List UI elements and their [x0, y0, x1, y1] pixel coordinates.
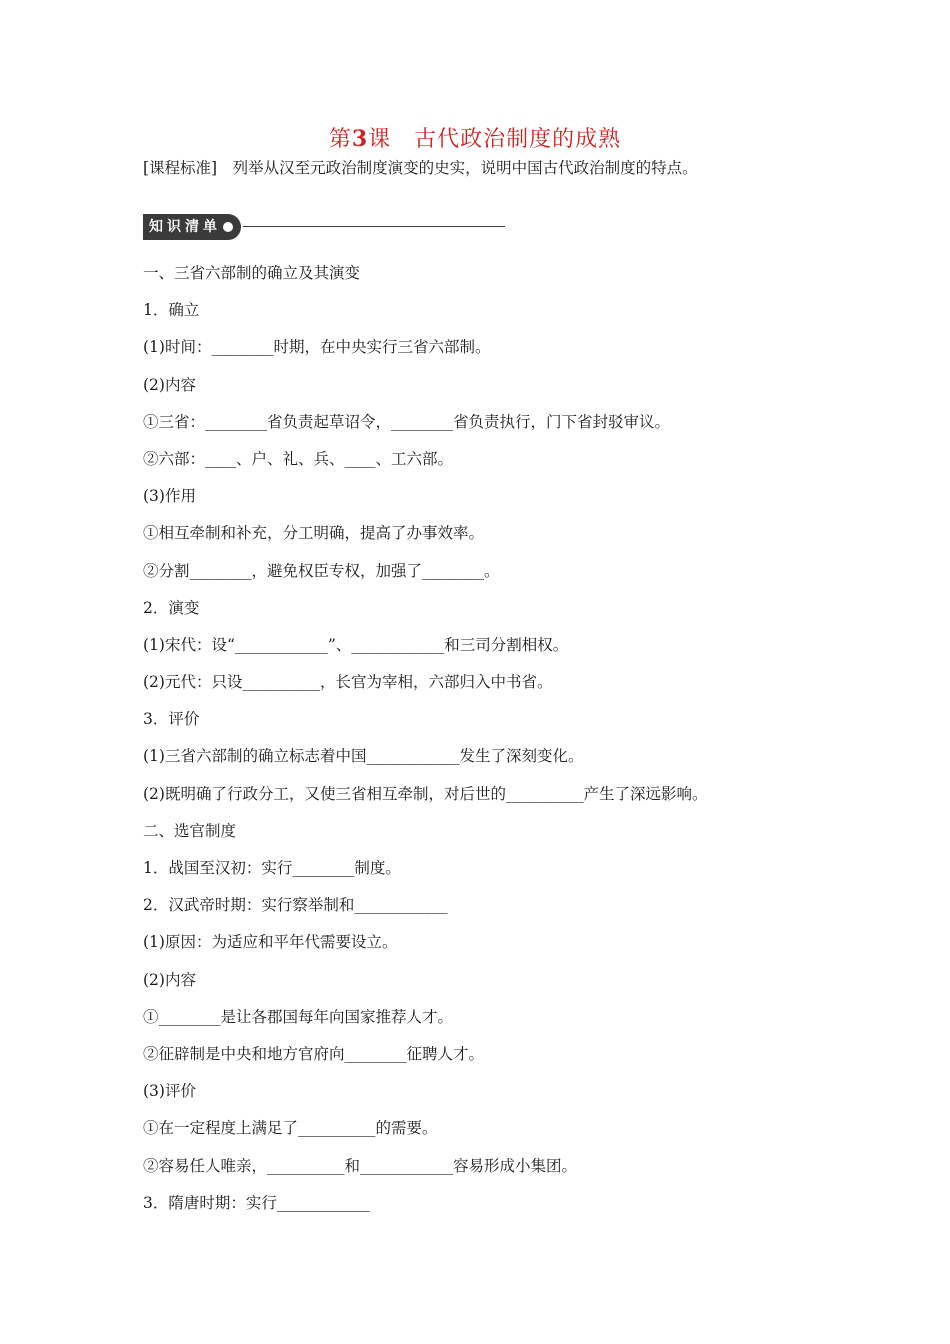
text-line: ②分割________，避免权臣专权，加强了________。: [143, 561, 500, 580]
text-line: (2)内容: [143, 970, 196, 989]
content-lines: [143, 258, 843, 1225]
text-line: (3)评价: [143, 1082, 196, 1101]
text-line: 2．汉武帝时期：实行察举制和____________: [143, 896, 448, 915]
circle-bullet-icon: [223, 222, 233, 232]
title-number: 3: [351, 126, 369, 152]
text-line: (2)元代：只设__________，长官为宰相，六部归入中书省。: [143, 673, 553, 692]
text-line: ①三省：________省负责起草诏令，________省负责执行，门下省封驳审议。: [143, 412, 671, 431]
text-line: 一、三省六部制的确立及其演变: [143, 264, 361, 282]
text-line: ②容易任人唯亲，__________和____________容易形成小集团。: [143, 1156, 578, 1175]
text-line: 3．评价: [143, 710, 200, 729]
text-line: ②六部：____、户、礼、兵、____、工六部。: [143, 449, 454, 468]
section-tag: [143, 214, 241, 240]
text-line: 二、选官制度: [143, 821, 237, 840]
text-line: (1)原因：为适应和平年代需要设立。: [143, 933, 398, 952]
title-prefix: 第: [328, 127, 352, 152]
text-line: ①在一定程度上满足了__________的需要。: [143, 1119, 438, 1138]
lesson-title: [0, 122, 950, 153]
text-line: (2)内容: [143, 375, 196, 394]
text-line: 2．演变: [143, 598, 200, 617]
text-line: (1)宋代：设“____________”、____________和三司分割相权。: [143, 635, 569, 654]
section-label: 知识清单: [149, 218, 221, 235]
text-line: (1)时间：________时期，在中央实行三省六部制。: [143, 338, 491, 357]
text-line: 3．隋唐时期：实行____________: [143, 1193, 370, 1212]
text-line: (2)既明确了行政分工，又使三省相互牵制，对后世的__________产生了深远影响。: [143, 784, 708, 803]
course-standard: [课程标准] 列举从汉至元政治制度演变的史实，说明中国古代政治制度的特点。: [143, 159, 698, 177]
text-line: ②征辟制是中央和地方官府向________征聘人才。: [143, 1044, 485, 1063]
text-line: ①相互牵制和补充，分工明确，提高了办事效率。: [143, 524, 485, 543]
text-line: (3)作用: [143, 487, 196, 506]
title-suffix: 课 古代政治制度的成熟: [368, 127, 622, 152]
text-line: 1．确立: [143, 301, 200, 320]
text-line: (1)三省六部制的确立标志着中国____________发生了深刻变化。: [143, 747, 584, 766]
section-banner: [143, 213, 505, 240]
text-line: 1．战国至汉初：实行________制度。: [143, 859, 401, 877]
text-line: ①________是让各郡国每年向国家推荐人才。: [143, 1007, 454, 1026]
section-divider: [243, 226, 505, 227]
